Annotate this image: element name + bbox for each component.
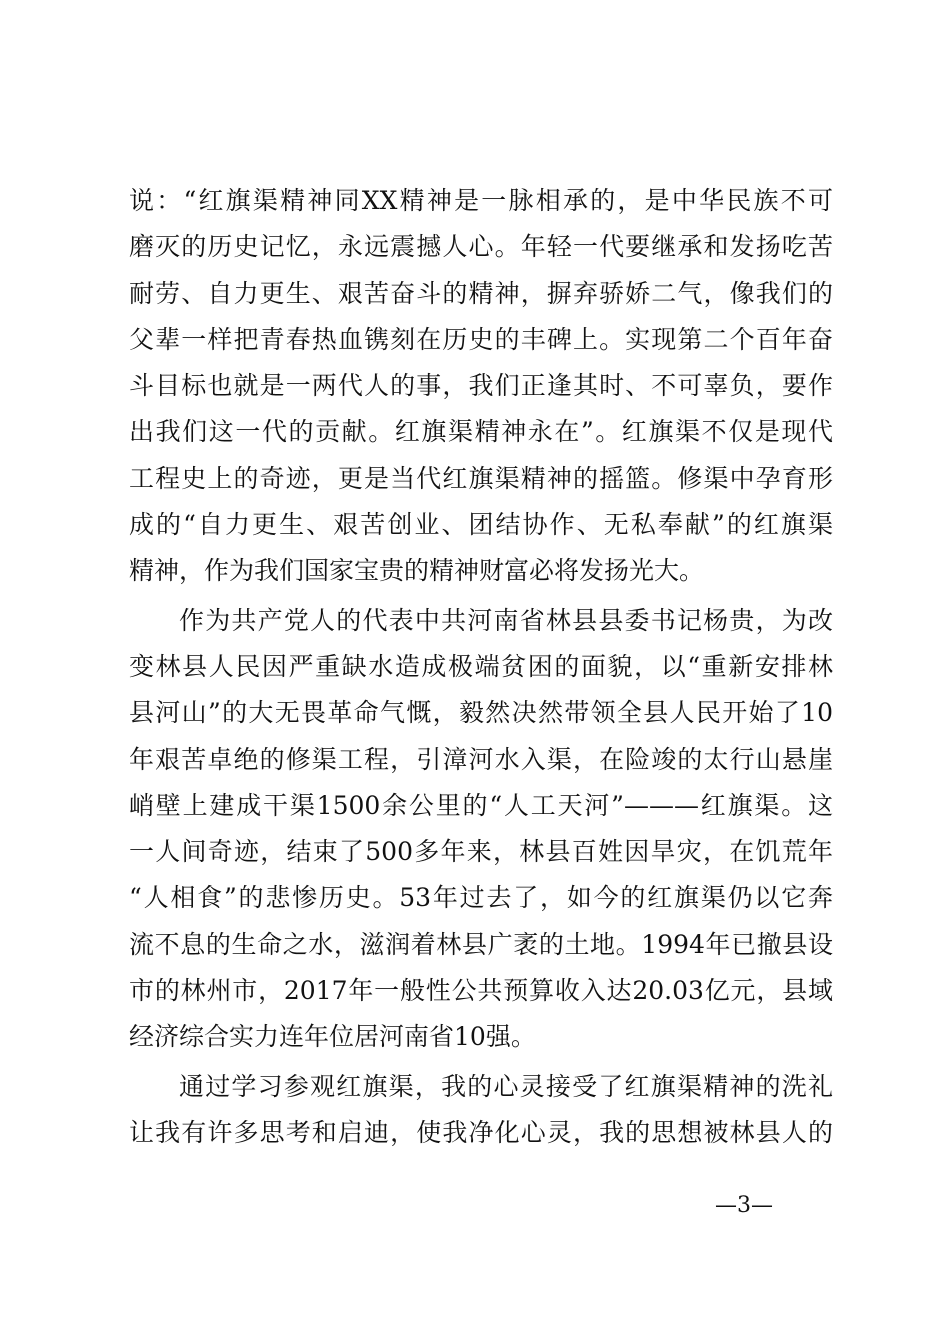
text-line: 作为共产党人的代表中共河南省林县县委书记杨贵，为改: [179, 605, 833, 635]
text-line: 让我有许多思考和启迪，使我净化心灵，我的思想被林县人的: [129, 1117, 833, 1147]
text-line: 工程史上的奇迹，更是当代红旗渠精神的摇篮。修渠中孕育形: [129, 463, 833, 493]
text-line: 流不息的生命之水，滋润着林县广袤的土地。1994年已撤县设: [129, 929, 833, 959]
text-line: 年艰苦卓绝的修渠工程，引漳河水入渠，在险竣的太行山悬崖: [129, 744, 833, 774]
paragraph: [129, 598, 833, 1061]
paragraph: [129, 178, 833, 595]
text-line: 磨灭的历史记忆，永远震撼人心。年轻一代要继承和发扬吃苦: [129, 232, 833, 262]
text-line: 斗目标也就是一两代人的事，我们正逢其时、不可辜负，要作: [129, 371, 833, 401]
text-line: 一人间奇迹，结束了500多年来，林县百姓因旱灾，在饥荒年: [129, 837, 833, 867]
text-line: 说：“红旗渠精神同XX精神是一脉相承的，是中华民族不可: [129, 186, 833, 215]
text-line: 市的林州市，2017年一般性公共预算收入达20.03亿元，县域: [129, 976, 833, 1006]
text-line: “人相食”的悲惨历史。53年过去了，如今的红旗渠仍以它奔: [129, 883, 833, 913]
text-line: 峭壁上建成干渠1500余公里的“人工天河”———红旗渠。这: [129, 790, 833, 820]
page-number: —3—: [715, 1193, 773, 1218]
document-body: [129, 178, 833, 1156]
text-line: 精神，作为我们国家宝贵的精神财富必将发扬光大。: [129, 556, 705, 586]
paragraph: [129, 1064, 833, 1157]
text-line: 县河山”的大无畏革命气慨，毅然决然带领全县人民开始了10: [129, 698, 833, 728]
text-line: 父辈一样把青春热血镌刻在历史的丰碑上。实现第二个百年奋: [129, 324, 833, 354]
text-line: 通过学习参观红旗渠，我的心灵接受了红旗渠精神的洗礼: [179, 1071, 833, 1101]
text-line: 耐劳、自力更生、艰苦奋斗的精神，摒弃骄娇二气，像我们的: [129, 278, 833, 308]
text-line: 经济综合实力连年位居河南省10强。: [129, 1022, 536, 1052]
text-line: 出我们这一代的贡献。红旗渠精神永在”。红旗渠不仅是现代: [129, 417, 833, 447]
text-line: 变林县人民因严重缺水造成极端贫困的面貌，以“重新安排林: [129, 651, 833, 681]
text-line: 成的“自力更生、艰苦创业、团结协作、无私奉献”的红旗渠: [129, 510, 833, 540]
